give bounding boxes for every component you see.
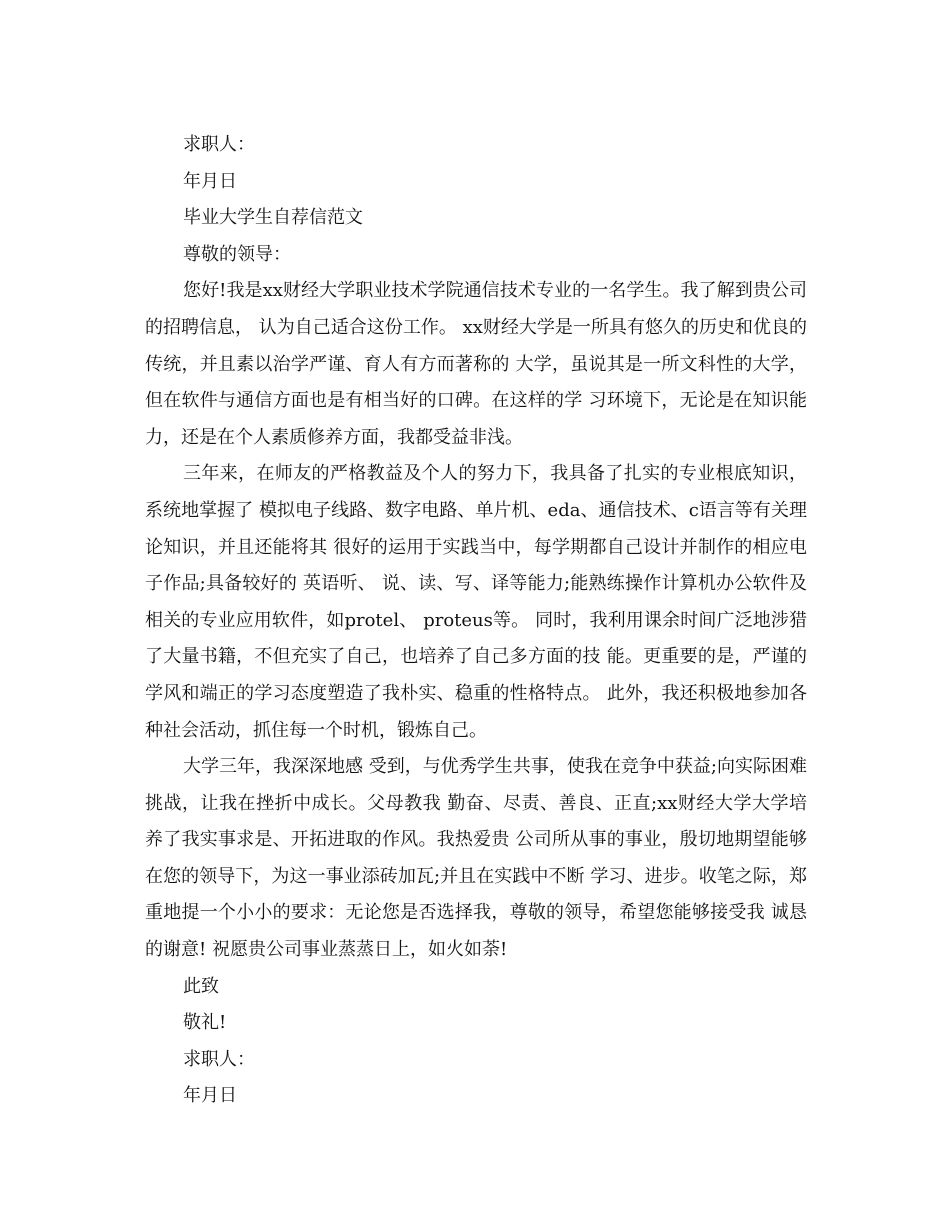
salutation: 尊敬的领导： <box>183 243 291 265</box>
letter-title: 毕业大学生自荐信范文 <box>183 207 363 229</box>
closing-regards: 此致 <box>183 975 219 997</box>
letter-body <box>145 127 807 1115</box>
paragraph-skills: 三年来，在师友的严格教益及个人的努力下，我具备了扎实的专业根底知识，系统地掌握了 模拟电子线路、数字电路、单片机、eda、通信技术、c语言等有关理论知识，并且还能将其 很好的运用于实践当中，每学期都自己设计并制作的相应电子作品;具备较好的 英语听、 说、读、写、译等能力;能熟练操作计算机办公软件及相关的专业应用软件，如protel、 proteus等。 同时，我利用课余时间广泛地涉猎了大量书籍，不但充实了自己，也培养了自己多方面的技 能。更重要的是，严谨的学风和端正的学习态度塑造了我朴实、稳重的性格特点。 此外，我还积极地参加各种社会活动，抓住每一个时机，锻炼自己。 <box>145 463 807 741</box>
applicant-label: 求职人： <box>183 134 255 155</box>
paragraph-experience: 大学三年，我深深地感 受到，与优秀学生共事，使我在竞争中获益;向实际困难挑战，让我在挫折中成长。父母教我 勤奋、尽责、善良、正直;xx财经大学大学培养了我实事求是、开拓进取的作风。我热爱贵 公司所从事的事业，殷切地期望能够在您的领导下，为这一事业添砖加瓦;并且在实践中不断 学习、进步。收笔之际，郑重地提一个小小的要求：无论您是否选择我，尊敬的领导，希望您能够接受我 诚恳的谢意! 祝愿贵公司事业蒸蒸日上，如火如荼! <box>145 756 807 961</box>
closing-salute: 敬礼! <box>183 1012 227 1034</box>
signature-date-label: 年月日 <box>183 1085 237 1107</box>
paragraph-introduction: 您好!我是xx财经大学职业技术学院通信技术专业的一名学生。我了解到贵公司的招聘信息， 认为自己适合这份工作。 xx财经大学是一所具有悠久的历史和优良的传统，并且素以治学严谨、育人有方而著称的 大学，虽说其是一所文科性的大学，但在软件与通信方面也是有相当好的口碑。在这样的学 习环境下，无论是在知识能力，还是在个人素质修养方面，我都受益非浅。 <box>145 280 807 448</box>
date-label: 年月日 <box>183 170 237 192</box>
signature-applicant-label: 求职人： <box>183 1048 255 1070</box>
